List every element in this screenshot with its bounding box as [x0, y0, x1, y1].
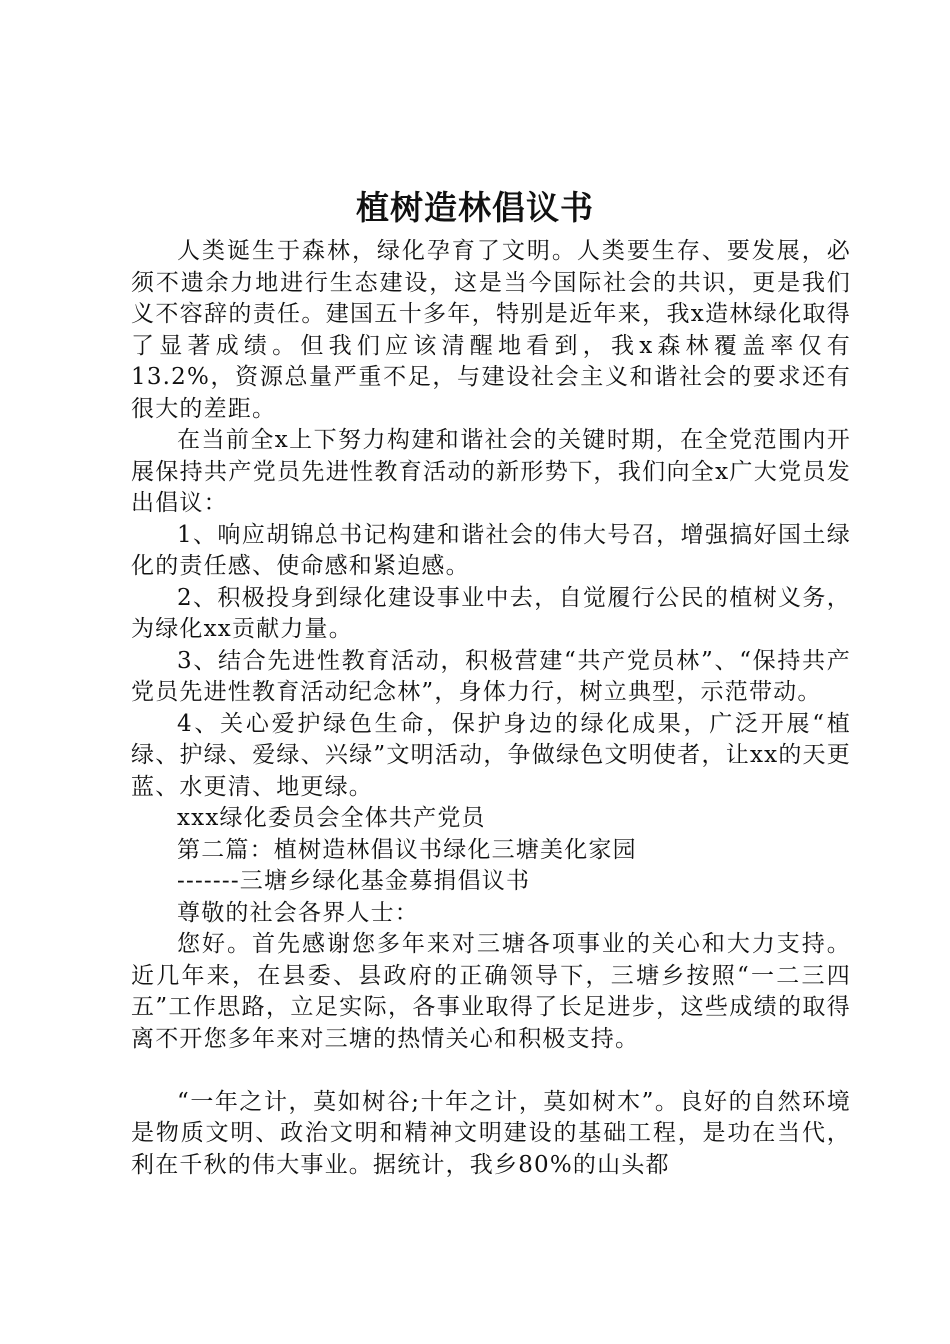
proposal-item-3: 3、结合先进性教育活动，积极营建“共产党员林”、“保持共产党员先进性教育活动纪念林”，身体力行，树立典型，示范带动。	[131, 647, 851, 705]
salutation: 尊敬的社会各界人士：	[177, 899, 419, 926]
proposal-item-4: 4、关心爱护绿色生命，保护身边的绿化成果，广泛开展“植绿、护绿、爱绿、兴绿”文明活动，争做绿色文明使者，让xx的天更蓝、水更清、地更绿。	[131, 710, 851, 800]
document-body	[131, 236, 851, 1181]
paragraph-context: 在当前全x上下努力构建和谐社会的关键时期，在全党范围内开展保持共产党员先进性教育活动的新形势下，我们向全x广大党员发出倡议：	[131, 427, 851, 516]
paragraph-quote: “一年之计，莫如树谷;十年之计，莫如树木”。良好的自然环境是物质文明、政治文明和精神文明建设的基础工程，是功在当代，利在千秋的伟大事业。据统计，我乡80%的山头都	[131, 1088, 851, 1178]
paragraph-greeting: 您好。首先感谢您多年来对三塘各项事业的关心和大力支持。近几年来，在县委、县政府的正确领导下，三塘乡按照“一二三四五”工作思路，立足实际，各事业取得了长足进步，这些成绩的取得离不开您多年来对三塘的热情关心和积极支持。	[131, 931, 851, 1052]
proposal-item-2: 2、积极投身到绿化建设事业中去，自觉履行公民的植树义务，为绿化xx贡献力量。	[131, 584, 851, 642]
proposal-item-1: 1、响应胡锦总书记构建和谐社会的伟大号召，增强搞好国土绿化的责任感、使命感和紧迫感。	[131, 521, 851, 579]
second-article-subtitle: -------三塘乡绿化基金募捐倡议书	[177, 868, 531, 894]
paragraph-intro: 人类诞生于森林，绿化孕育了文明。人类要生存、要发展，必须不遗余力地进行生态建设，这是当今国际社会的共识，更是我们义不容辞的责任。建国五十多年，特别是近年来，我x造林绿化取得了显著成绩。但我们应该清醒地看到，我x森林覆盖率仅有13.2%，资源总量严重不足，与建设社会主义和谐社会的要求还有很大的差距。	[131, 238, 851, 422]
second-article-title: 第二篇：植树造林倡议书绿化三塘美化家园	[177, 836, 637, 863]
signature-line: xxx绿化委员会全体共产党员	[177, 805, 486, 831]
document-title: 植树造林倡议书	[356, 188, 594, 227]
